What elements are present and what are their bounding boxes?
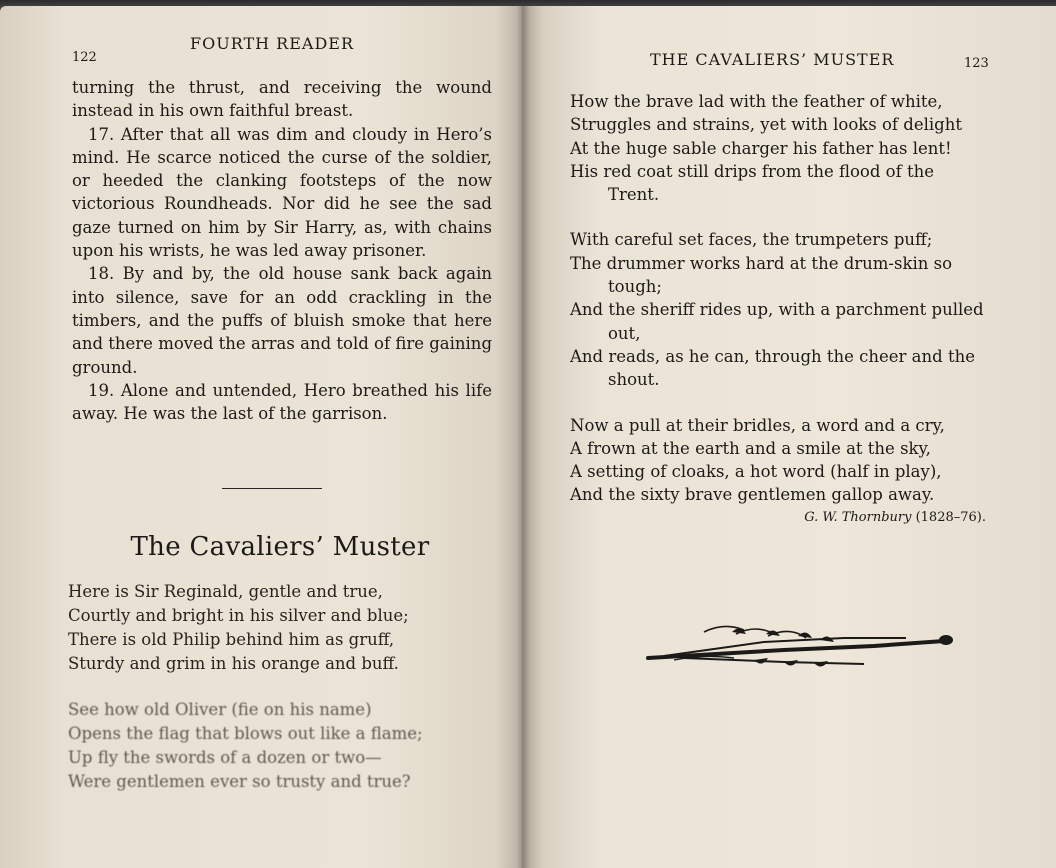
stanza (68, 698, 423, 794)
poem-body (68, 580, 423, 816)
stanza (570, 228, 984, 391)
poem-line: With careful set faces, the trumpeters puff; (570, 230, 933, 250)
poem-body (570, 90, 984, 529)
poem-line: Now a pull at their bridles, a word and a cry, (570, 415, 945, 435)
poem-line: shout. (608, 370, 660, 390)
author-name: G. W. Thornbury (804, 510, 912, 525)
paragraph: 19. Alone and untended, Hero breathed his life away. He was the last of the garrison. (72, 380, 492, 424)
open-book (0, 6, 1056, 868)
poem-line: Courtly and bright in his silver and blue; (68, 606, 409, 625)
prose-text (72, 76, 492, 425)
poem-line: The drummer works hard at the drum-skin so (570, 253, 953, 273)
book-gutter (516, 6, 530, 868)
poem-line: Sturdy and grim in his orange and buff. (68, 654, 399, 673)
stanza (68, 580, 423, 676)
paragraph: 17. After that all was dim and cloudy in Hero’s mind. He scarce noticed the curse of the soldier, or heeded the clanking footsteps of the now victorious Roundheads. Nor did he see the sad gaze turned on him by Sir Harry, as, with chains upon his wrists, he was led away prisoner. (72, 124, 492, 261)
running-head: THE CAVALIERS’ MUSTER (650, 50, 895, 69)
running-head: FOURTH READER (190, 34, 355, 53)
poem-line: Were gentlemen ever so trusty and true? (68, 772, 411, 791)
poem-line: A frown at the earth and a smile at the sky, (570, 438, 931, 458)
poem-line: How the brave lad with the feather of white, (570, 92, 943, 111)
poem-line: Opens the flag that blows out like a flame; (68, 724, 423, 743)
poem-line: His red coat still drips from the flood of the (570, 161, 934, 181)
poem-line: There is old Philip behind him as gruff, (68, 630, 395, 649)
poem-line: Trent. (608, 185, 660, 205)
section-divider (222, 488, 322, 489)
poem-line: At the huge sable charger his father has lent! (570, 138, 952, 158)
page-number: 122 (72, 50, 97, 65)
poem-line: Here is Sir Reginald, gentle and true, (68, 582, 383, 601)
poem-line: A setting of cloaks, a hot word (half in play), (570, 462, 942, 482)
poem-line: And reads, as he can, through the cheer and the (570, 346, 975, 366)
page-number: 123 (964, 56, 989, 71)
stanza (570, 90, 984, 206)
poem-title: The Cavaliers’ Muster (130, 532, 430, 562)
poem-line: See how old Oliver (fie on his name) (68, 700, 372, 719)
poem-line: out, (608, 323, 641, 343)
sword-and-laurel-ornament (644, 614, 956, 674)
poem-line: And the sheriff rides up, with a parchment pulled (570, 300, 984, 320)
attribution (804, 510, 986, 525)
left-page (0, 6, 522, 868)
right-page (522, 6, 1056, 868)
paragraph: turning the thrust, and receiving the wound instead in his own faithful breast. (72, 78, 492, 121)
author-dates: (1828–76). (915, 510, 986, 525)
poem-line: And the sixty brave gentlemen gallop away. (570, 485, 935, 505)
paragraph: 18. By and by, the old house sank back again into silence, save for an odd crackling in the timbers, and the puffs of bluish smoke that here and there moved the arras and told of fire gaining ground. (72, 264, 492, 377)
poem-line: Up fly the swords of a dozen or two— (68, 748, 382, 767)
poem-line: Struggles and strains, yet with looks of delight (570, 115, 962, 135)
stanza (570, 414, 984, 507)
poem-line: tough; (608, 277, 662, 297)
